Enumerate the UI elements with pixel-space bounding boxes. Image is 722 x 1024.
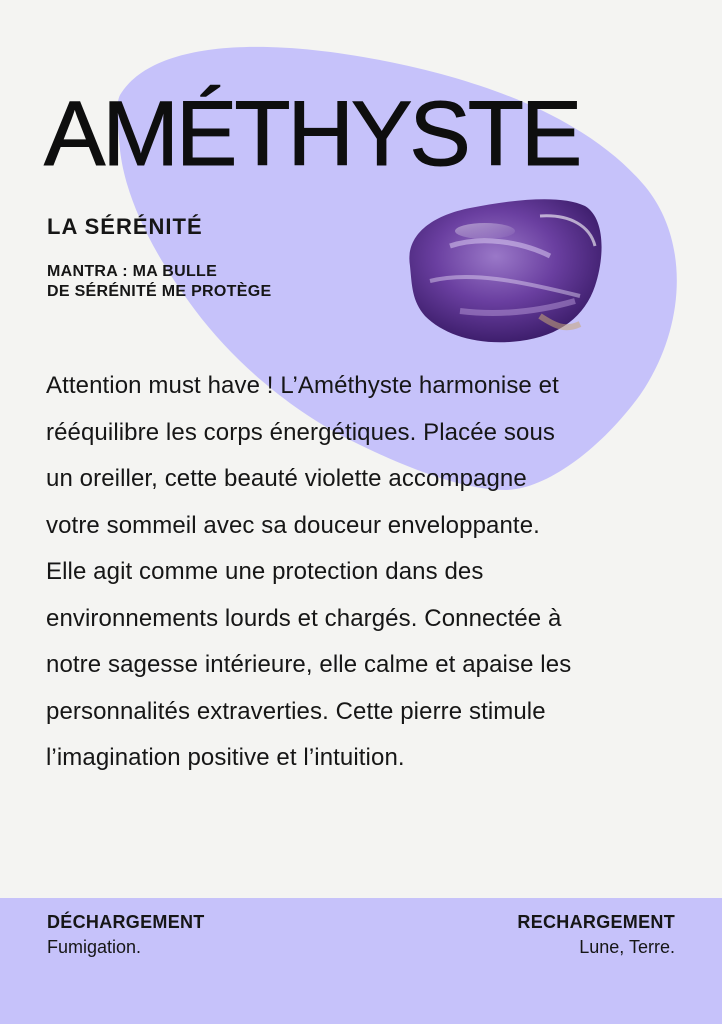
description-line: personnalités extraverties. Cette pierre stimule: [46, 697, 546, 725]
description-line: Attention must have ! L’Améthyste harmonise et: [46, 372, 559, 399]
decharge-section: [47, 912, 205, 958]
description-line: l’imagination positive et l’intuition.: [46, 744, 405, 771]
decharge-value: Fumigation.: [47, 937, 142, 957]
recharge-value: Lune, Terre.: [579, 937, 675, 957]
description-line: Elle agit comme une protection dans des: [46, 558, 484, 585]
recharge-label: RECHARGEMENT: [517, 912, 675, 932]
mantra-line-1: MANTRA : MA BULLE: [47, 263, 218, 280]
description-paragraph: [46, 363, 686, 782]
description-line: notre sagesse intérieure, elle calme et apaise les: [46, 651, 572, 678]
description-line: un oreiller, cette beauté violette accompagne: [46, 465, 527, 492]
mantra: [47, 262, 271, 302]
decharge-label: DÉCHARGEMENT: [47, 912, 205, 932]
footer-band: [0, 898, 722, 1024]
mantra-line-2: DE SÉRÉNITÉ ME PROTÈGE: [47, 283, 272, 300]
description-line: environnements lourds et chargés. Connectée à: [46, 604, 562, 632]
description-line: votre sommeil avec sa douceur enveloppante.: [46, 511, 540, 539]
recharge-section: [517, 912, 675, 958]
description-line: rééquilibre les corps énergétiques. Placée sous: [46, 418, 555, 446]
amethyst-stone-image: [390, 186, 610, 356]
page-title: AMÉTHYSTE: [44, 83, 580, 185]
subtitle: LA SÉRÉNITÉ: [47, 214, 203, 239]
